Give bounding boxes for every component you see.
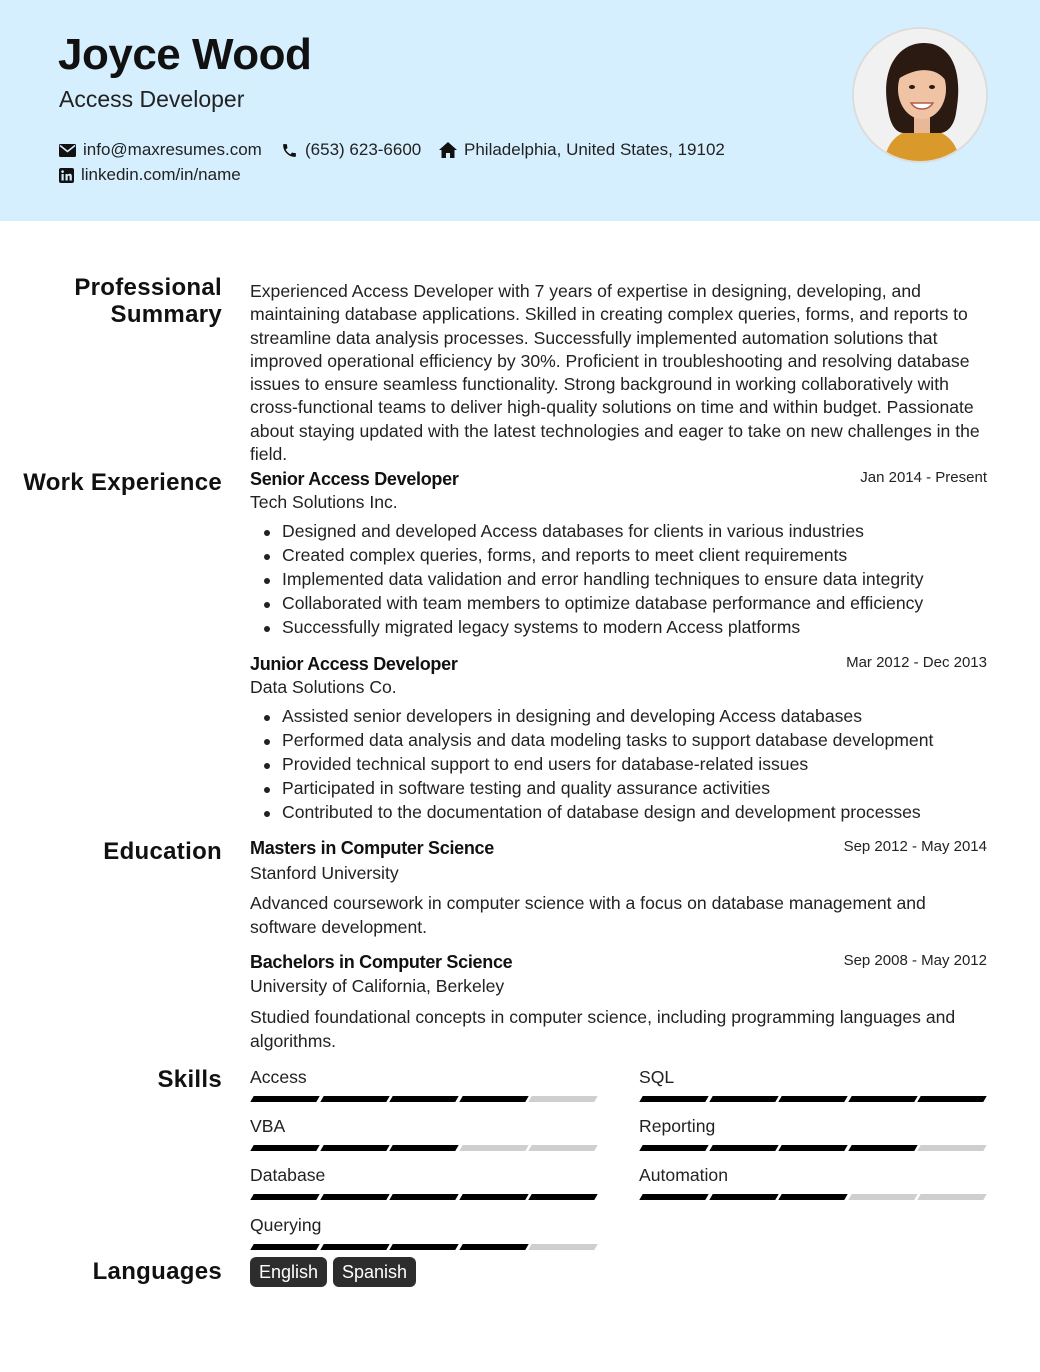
section-title-languages: Languages xyxy=(92,1258,222,1285)
skill-segment xyxy=(917,1145,986,1151)
contact-phone-text: (653) 623-6600 xyxy=(305,140,422,159)
skill-segment xyxy=(528,1244,597,1250)
skill-segment xyxy=(389,1194,458,1200)
skill-segment xyxy=(528,1145,597,1151)
skill-segment xyxy=(320,1145,389,1151)
list-item: Collaborated with team members to optimize database performance and efficiency xyxy=(282,592,1002,616)
section-title-summary: Professional Summary xyxy=(74,274,222,328)
job-title: Senior Access Developer xyxy=(250,469,459,489)
skill-level-bar xyxy=(641,1096,989,1102)
skill-segment xyxy=(528,1194,597,1200)
skill-segment xyxy=(709,1194,778,1200)
skill-segment xyxy=(639,1145,708,1151)
contact-phone[interactable] xyxy=(281,140,421,160)
skill-level-bar xyxy=(641,1145,989,1151)
skill-segment xyxy=(709,1145,778,1151)
skill-segment xyxy=(459,1244,528,1250)
skill-segment xyxy=(848,1145,917,1151)
contact-email[interactable] xyxy=(59,140,262,160)
skill-segment xyxy=(459,1145,528,1151)
profile-photo xyxy=(852,27,988,163)
skill-segment xyxy=(250,1194,319,1200)
section-title-education: Education xyxy=(103,838,222,865)
edu-description: Studied foundational concepts in computer science, including programming languages and algorithms. xyxy=(250,1007,956,1051)
list-item: Implemented data validation and error handling techniques to ensure data integrity xyxy=(282,568,1002,592)
job-company: Data Solutions Co. xyxy=(250,677,397,697)
skill-segment xyxy=(250,1145,319,1151)
job-dates: Jan 2014 - Present xyxy=(860,469,987,486)
skill-name: SQL xyxy=(639,1067,675,1087)
skill-segment xyxy=(917,1096,986,1102)
home-icon xyxy=(439,142,457,158)
job-company: Tech Solutions Inc. xyxy=(250,492,398,512)
portrait-illustration xyxy=(854,29,988,163)
linkedin-icon xyxy=(59,168,74,183)
list-item: Performed data analysis and data modeling tasks to support database development xyxy=(282,729,1002,753)
skill-segment xyxy=(320,1194,389,1200)
contact-linkedin-text: linkedin.com/in/name xyxy=(81,165,241,184)
candidate-title: Access Developer xyxy=(59,86,245,112)
skill-name: Database xyxy=(250,1165,326,1185)
skill-segment xyxy=(389,1145,458,1151)
list-item: Successfully migrated legacy systems to modern Access platforms xyxy=(282,616,1002,640)
skill-segment xyxy=(250,1096,319,1102)
skill-level-bar xyxy=(641,1194,989,1200)
skill-segment xyxy=(778,1096,847,1102)
skill-level-bar xyxy=(252,1145,600,1151)
job-bullets xyxy=(282,520,1002,640)
skill-segment xyxy=(389,1096,458,1102)
phone-icon xyxy=(281,142,298,159)
candidate-name: Joyce Wood xyxy=(58,30,312,79)
edu-dates: Sep 2012 - May 2014 xyxy=(843,838,987,855)
skill-level-bar xyxy=(252,1194,600,1200)
skill-segment xyxy=(459,1194,528,1200)
contact-location-text: Philadelphia, United States, 19102 xyxy=(464,140,725,159)
language-badge-spanish: Spanish xyxy=(333,1257,416,1287)
edu-dates: Sep 2008 - May 2012 xyxy=(843,952,987,969)
edu-school: Stanford University xyxy=(250,863,399,883)
skill-segment xyxy=(778,1145,847,1151)
contact-email-text: info@maxresumes.com xyxy=(83,140,262,159)
skill-segment xyxy=(639,1096,708,1102)
language-badge-english: English xyxy=(250,1257,327,1287)
skill-segment xyxy=(528,1096,597,1102)
edu-degree: Masters in Computer Science xyxy=(250,838,494,858)
skill-level-bar xyxy=(252,1244,600,1250)
list-item: Participated in software testing and quality assurance activities xyxy=(282,777,1002,801)
skill-segment xyxy=(917,1194,986,1200)
summary-text: Experienced Access Developer with 7 years of expertise in designing, developing, and maintaining database applications. Skilled in creating complex queries, forms, and reports to streamline data analysis processes. Successfully implemented automation solutions that improved operational efficiency by 30%. Proficient in troubleshooting and resolving database issues to ensure seamless functionality. Strong background in working collaboratively with cross-functional teams to deliver high-quality solutions on time and within budget. Passionate about staying updated with the latest technologies and eager to take on new challenges in the field. xyxy=(250,281,980,465)
list-item: Created complex queries, forms, and reports to meet client requirements xyxy=(282,544,1002,568)
skill-segment xyxy=(320,1096,389,1102)
list-item: Designed and developed Access databases for clients in various industries xyxy=(282,520,1002,544)
skill-name: Access xyxy=(250,1067,307,1087)
skill-segment xyxy=(848,1096,917,1102)
skill-segment xyxy=(639,1194,708,1200)
skill-segment xyxy=(459,1096,528,1102)
job-title: Junior Access Developer xyxy=(250,654,458,674)
skill-segment xyxy=(709,1096,778,1102)
section-title-skills: Skills xyxy=(157,1066,222,1093)
skill-name: VBA xyxy=(250,1116,286,1136)
skill-segment xyxy=(778,1194,847,1200)
edu-degree: Bachelors in Computer Science xyxy=(250,952,513,972)
job-bullets xyxy=(282,705,1002,825)
skill-name: Querying xyxy=(250,1215,322,1235)
skill-segment xyxy=(320,1244,389,1250)
envelope-icon xyxy=(59,144,76,157)
skill-segment xyxy=(389,1244,458,1250)
list-item: Assisted senior developers in designing and developing Access databases xyxy=(282,705,1002,729)
section-title-experience: Work Experience xyxy=(23,469,222,496)
contact-location xyxy=(439,140,725,160)
edu-description: Advanced coursework in computer science with a focus on database management and software development. xyxy=(250,893,926,937)
list-item: Provided technical support to end users for database-related issues xyxy=(282,753,1002,777)
skill-name: Reporting xyxy=(639,1116,716,1136)
skill-name: Automation xyxy=(639,1165,728,1185)
skill-segment xyxy=(848,1194,917,1200)
skill-level-bar xyxy=(252,1096,600,1102)
list-item: Contributed to the documentation of database design and development processes xyxy=(282,801,1002,825)
skill-segment xyxy=(250,1244,319,1250)
edu-school: University of California, Berkeley xyxy=(250,976,505,996)
job-dates: Mar 2012 - Dec 2013 xyxy=(846,654,987,671)
resume-header xyxy=(0,0,1040,221)
contact-linkedin[interactable] xyxy=(59,165,241,185)
